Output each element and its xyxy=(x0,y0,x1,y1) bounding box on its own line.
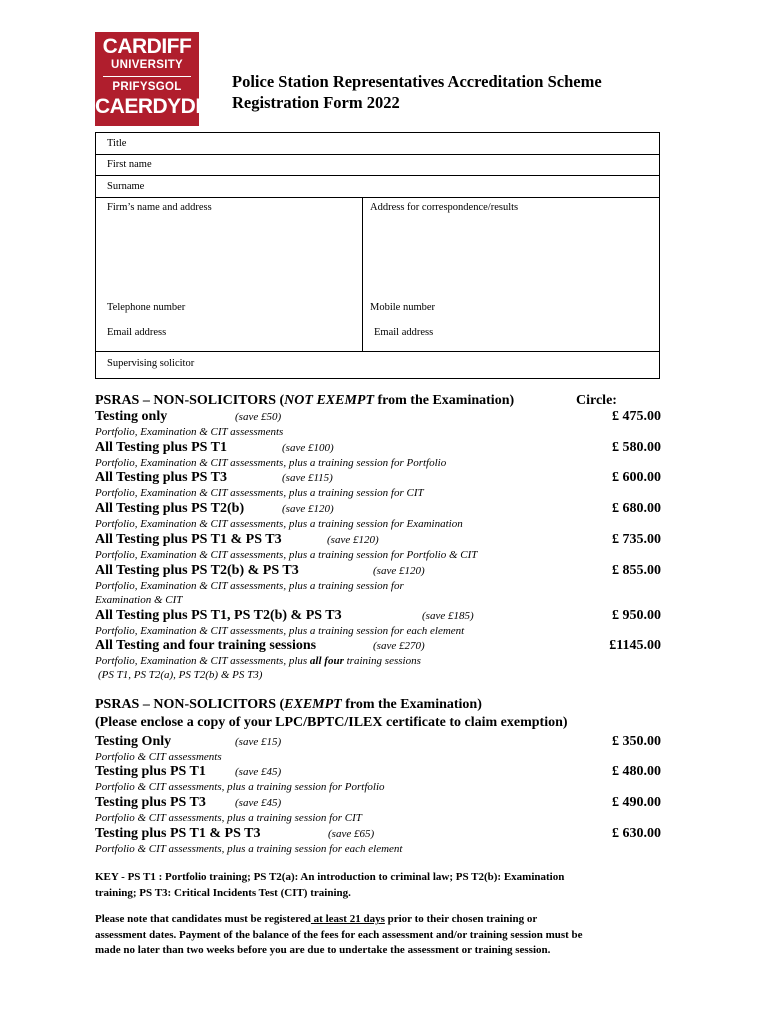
surname-field[interactable] xyxy=(96,175,659,198)
option-saving: (save £185) xyxy=(422,610,474,622)
option-price[interactable]: £ 600.00 xyxy=(612,470,661,485)
option-saving: (save £100) xyxy=(282,442,334,454)
option-price[interactable]: £ 480.00 xyxy=(612,764,661,779)
option-price[interactable]: £ 350.00 xyxy=(612,734,661,749)
circle-label: Circle: xyxy=(576,393,617,408)
email-left-label: Email address xyxy=(107,327,167,338)
option-name: All Testing and four training sessions xyxy=(95,638,317,653)
option-description: Portfolio, Examination & CIT assessments, plus a training session for Examination xyxy=(95,518,463,530)
option-price[interactable]: £ 680.00 xyxy=(612,501,661,516)
option-name: Testing only xyxy=(95,409,168,424)
option-saving: (save £45) xyxy=(235,766,282,778)
document-title xyxy=(232,71,602,113)
option-description: Portfolio & CIT assessments, plus a training session for each element xyxy=(95,843,403,855)
section2-subheading: (Please enclose a copy of your LPC/BPTC/ILEX certificate to claim exemption) xyxy=(95,715,568,730)
option-saving: (save £270) xyxy=(373,640,425,652)
title-field-label: Title xyxy=(107,138,127,149)
option-price[interactable]: £ 475.00 xyxy=(612,409,661,424)
supervising-label: Supervising solicitor xyxy=(107,358,195,369)
note-line-3: made no later than two weeks before you are due to undertake the assessment or training session. xyxy=(95,944,551,956)
option-description: Portfolio & CIT assessments, plus a training session for CIT xyxy=(95,812,362,824)
option-name: Testing plus PS T3 xyxy=(95,795,206,810)
telephone-label: Telephone number xyxy=(107,302,186,313)
option-name: All Testing plus PS T2(b) & PS T3 xyxy=(95,563,299,578)
supervising-solicitor-field[interactable] xyxy=(96,351,659,378)
option-description: Portfolio, Examination & CIT assessments xyxy=(95,426,284,438)
first-name-label: First name xyxy=(107,159,152,170)
logo-line-2: UNIVERSITY xyxy=(110,59,183,71)
option-saving: (save £50) xyxy=(235,411,282,423)
email-right-label: Email address xyxy=(374,327,434,338)
option-price[interactable]: £ 735.00 xyxy=(612,532,661,547)
note-line-2: assessment dates. Payment of the balance of the fees for each assessment and/or training session must be xyxy=(95,928,583,941)
option-description-cont: (PS T1, PS T2(a), PS T2(b) & PS T3) xyxy=(98,669,263,681)
option-price[interactable]: £ 855.00 xyxy=(612,563,661,578)
key-line-1: KEY - PS T1 : Portfolio training; PS T2(a): An introduction to criminal law; PS T2(b): Examination xyxy=(95,871,565,883)
option-price[interactable]: £1145.00 xyxy=(609,638,661,653)
title-line-2: Registration Form 2022 xyxy=(232,93,400,112)
firm-address-label: Firm’s name and address xyxy=(107,202,212,213)
option-price[interactable]: £ 490.00 xyxy=(612,795,661,810)
option-name: All Testing plus PS T1, PS T2(b) & PS T3 xyxy=(95,608,342,623)
cardiff-university-logo xyxy=(95,32,211,126)
option-price[interactable]: £ 950.00 xyxy=(612,608,661,623)
section2-heading: PSRAS – NON-SOLICITORS (EXEMPT from the Examination) xyxy=(95,697,482,712)
option-name: Testing plus PS T1 & PS T3 xyxy=(95,826,261,841)
registration-note xyxy=(95,912,685,959)
option-description: Portfolio, Examination & CIT assessments, plus a training session for each element xyxy=(95,625,465,637)
key-legend xyxy=(95,870,680,901)
option-saving: (save £15) xyxy=(235,736,282,748)
option-name: All Testing plus PS T2(b) xyxy=(95,501,245,516)
option-saving: (save £45) xyxy=(235,797,282,809)
first-name-field[interactable] xyxy=(96,154,659,176)
option-name: Testing Only xyxy=(95,734,172,749)
option-description: Portfolio, Examination & CIT assessments, plus all four training sessions xyxy=(95,655,421,667)
title-field[interactable] xyxy=(96,133,659,155)
option-saving: (save £65) xyxy=(328,828,375,840)
logo-line-1: CARDIFF xyxy=(102,35,192,58)
registration-form xyxy=(95,132,660,379)
option-description: Portfolio, Examination & CIT assessments, plus a training session for Portfolio & CIT xyxy=(95,549,478,561)
option-name: All Testing plus PS T1 & PS T3 xyxy=(95,532,282,547)
address-area xyxy=(96,197,659,352)
option-name: All Testing plus PS T3 xyxy=(95,470,228,485)
option-name: All Testing plus PS T1 xyxy=(95,440,228,455)
note-line-1: Please note that candidates must be registered at least 21 days prior to their chosen training or xyxy=(95,913,538,925)
logo-line-3: PRIFYSGOL xyxy=(112,81,182,93)
option-saving: (save £115) xyxy=(282,472,333,484)
option-saving: (save £120) xyxy=(373,565,425,577)
option-saving: (save £120) xyxy=(327,534,379,546)
option-saving: (save £120) xyxy=(282,503,334,515)
mobile-label: Mobile number xyxy=(370,302,436,313)
key-line-2: training; PS T3: Critical Incidents Test (CIT) training. xyxy=(95,886,351,899)
logo-rule xyxy=(103,76,191,77)
option-description: Portfolio & CIT assessments xyxy=(95,751,222,763)
option-price[interactable]: £ 630.00 xyxy=(612,826,661,841)
title-line-1: Police Station Representatives Accreditation Scheme xyxy=(232,72,602,91)
firm-address-field[interactable] xyxy=(96,197,362,351)
option-description: Portfolio, Examination & CIT assessments, plus a training session for CIT xyxy=(95,487,424,499)
option-description: Portfolio, Examination & CIT assessments, plus a training session for xyxy=(95,580,404,592)
option-name: Testing plus PS T1 xyxy=(95,764,206,779)
correspondence-address-field[interactable] xyxy=(363,197,659,351)
option-price[interactable]: £ 580.00 xyxy=(612,440,661,455)
surname-label: Surname xyxy=(107,181,145,192)
correspondence-address-label: Address for correspondence/results xyxy=(370,202,519,213)
section1-heading: PSRAS – NON-SOLICITORS (NOT EXEMPT from the Examination) xyxy=(95,393,515,408)
logo-line-4: CAERDYDD xyxy=(95,95,211,118)
option-description: Portfolio & CIT assessments, plus a training session for Portfolio xyxy=(95,781,385,793)
option-description-cont: Examination & CIT xyxy=(95,594,183,606)
option-description: Portfolio, Examination & CIT assessments, plus a training session for Portfolio xyxy=(95,457,447,469)
